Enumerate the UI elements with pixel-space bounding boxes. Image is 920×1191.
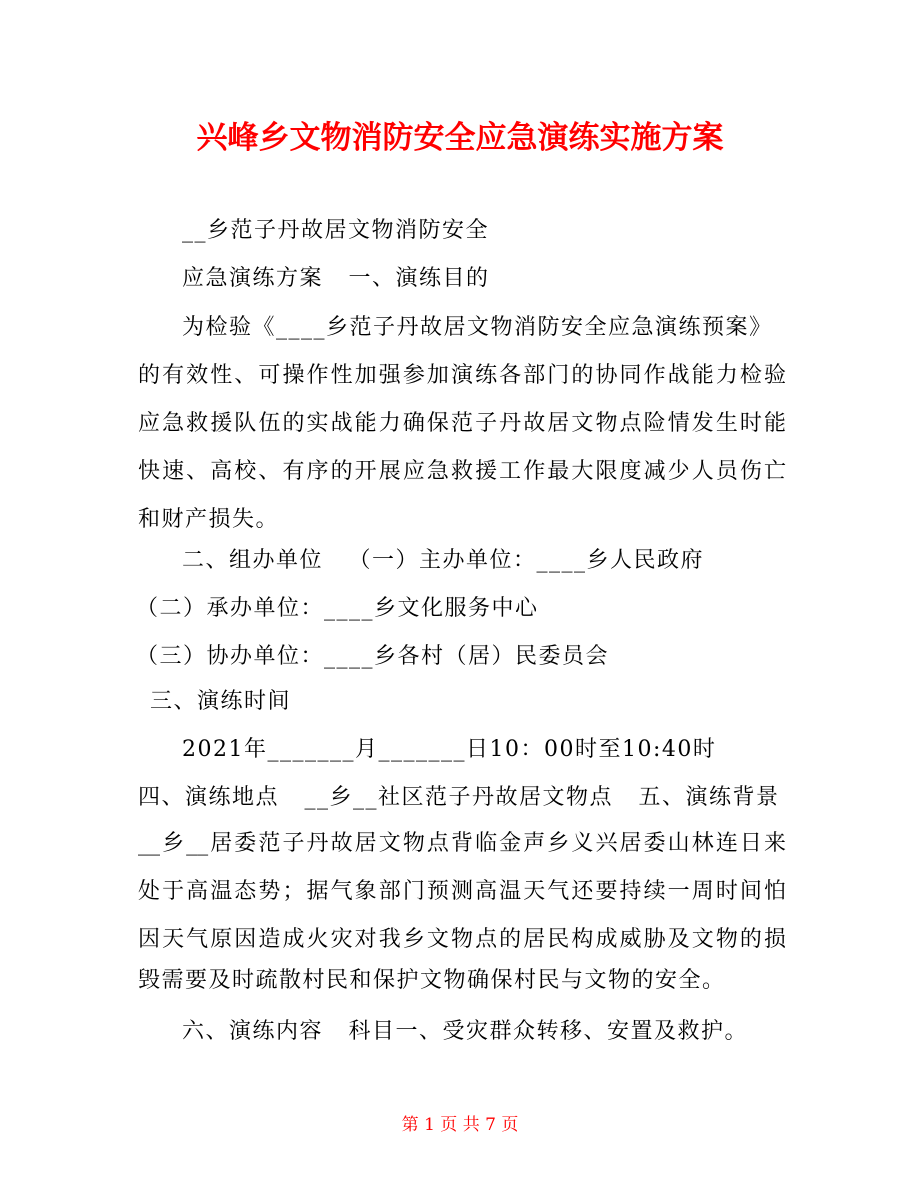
page-number: 第 1 页 共 7 页 [401, 1115, 519, 1135]
body-line: 二、组办单位 （一）主办单位：____乡人民政府 [182, 548, 704, 573]
body-line: 三、演练时间 [150, 689, 292, 714]
body-line: 和财产损失。 [138, 507, 280, 532]
body-line: 2021年_______月_______日10：00时至10:40时 [182, 737, 717, 762]
body-line: （二）承办单位：____乡文化服务中心 [136, 596, 539, 621]
body-line: 应急演练方案 一、演练目的 [182, 266, 490, 291]
body-line: __乡__居委范子丹故居文物点背临金声乡义兴居委山林连日来 [138, 831, 786, 856]
body-line: 处于高温态势；据气象部门预测高温天气还要持续一周时间怕 [138, 879, 786, 904]
body-line: 六、演练内容 科目一、受灾群众转移、安置及救护。 [182, 1019, 748, 1044]
body-line: __乡范子丹故居文物消防安全 [182, 218, 490, 243]
document-title: 兴峰乡文物消防安全应急演练实施方案 [196, 120, 724, 156]
body-line: 毁需要及时疏散村民和保护文物确保村民与文物的安全。 [138, 968, 726, 993]
body-line: 快速、高校、有序的开展应急救援工作最大限度减少人员伤亡 [138, 459, 786, 484]
body-line: 的有效性、可操作性加强参加演练各部门的协同作战能力检验 [138, 363, 786, 388]
body-line: （三）协办单位：____乡各村（居）民委员会 [136, 644, 610, 669]
body-line: 应急救援队伍的实战能力确保范子丹故居文物点险情发生时能 [138, 411, 786, 436]
body-line: 因天气原因造成火灾对我乡文物点的居民构成威胁及文物的损 [138, 927, 786, 952]
body-line: 为检验《____乡范子丹故居文物消防安全应急演练预案》 [182, 315, 773, 340]
body-line: 四、演练地点 __乡__社区范子丹故居文物点 五、演练背景 [138, 785, 780, 810]
